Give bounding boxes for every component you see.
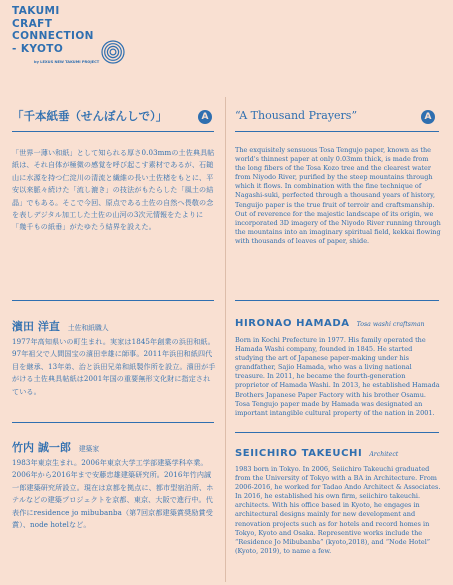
person1-name-en-text: HIRONAO HAMADA (235, 318, 350, 329)
rule (235, 300, 439, 301)
logo-line: - KYOTO (12, 42, 64, 55)
person1-role-jp: 土佐和紙職人 (67, 324, 109, 332)
work-description-jp: 「世界一薄い和紙」として知られる厚さ0.03mmの土佐典具帖紙は、それ自体が極微の感覚を呼び起こす素材であるが、石鎚山に水源を持つ仁淀川の清流と繊維の長い土佐楮をもとに、平安以来脈々続けた「流し漉き」の技法がもたらした「風土の結晶」でもある。そこで今回、原点である土佐の自然へ畏敬の念を表しデジタル加工した土佐の山河の3次元情報をたよりに「幾千もの紙垂」がたゆたう結界を設えた。 (12, 148, 215, 232)
person1-role-en: Tosa washi craftsman (356, 321, 425, 328)
work-title-jp: 「千本紙垂（せんぼんしで）」 (12, 109, 168, 123)
person2-name-en-text: SEIICHIRO TAKEUCHI (235, 448, 363, 459)
person1-bio-en: Born in Kochi Prefecture in 1977. His family operated the Hamada Washi company, founded in 1845. He started studying the art of Japanese paper-making under his grandfather, Sajio Hamada, who was a living national treasure. In 2011, he became the fourth-generation proprietor of Hamada Washi. In 2013, he established Hamada Brothers Japanese Paper Factory with his brother Osamu. Tosa Tengujo paper made by Hamada was designated an important intangible cultural property of the nation in 2001. (235, 336, 440, 417)
fingerprint-icon (101, 40, 125, 64)
logo-subtitle: by LEXUS NEW TAKUMI PROJECT (34, 60, 100, 64)
person2-bio-en: 1983 born in Tokyo. In 2006, Seiichiro Takeuchi graduated from the University of Tokyo with a BA in Architecture. From 2006-2016, he worked for Tadao Ando Architect & Associates. In 2016, he established his own firm, seiichiro takeuchi. architects. With his office based in Kyoto, he engages in architectural designs mainly for new development and renovation projects such as for hotels and record homes in Tokyo, Kyoto and Osaka. Representive works include the “Residence Jo Mibubanba” (kyoto,2018), and “Node Hotel” (Kyoto, 2019), to name a few. (235, 465, 441, 555)
work-title-en: “A Thousand Prayers” (235, 109, 358, 122)
person2-role-jp: 建築家 (78, 445, 100, 453)
person1-name-en (235, 318, 425, 329)
rule (12, 422, 214, 423)
badge-a-icon: A (421, 110, 435, 124)
rule (12, 131, 214, 132)
rule (235, 131, 439, 132)
person2-role-en: Architect (369, 451, 399, 458)
work-description-en: The exquisitely sensuous Tosa Tengujo paper, known as the world's thinnest paper at only 0.03mm thick, is made from the long fibers of the Tosa Kozo tree and the clearest water from Niyodo River, purified by the steep mountains through which it flows. In combination with the fine technique of Nagashi-suki, perfected through a thousand years of history, Tenguijo paper is the true fruit of terroir and craftsmanship. Out of reverence for the majestic landscape of its origin, we incorporated 3D imagery of the Niyodo River running through the mountains into an imaginary spiritual field, kekkai flowing with thousands of leaves of paper, shide. (235, 146, 441, 245)
rule (12, 300, 214, 301)
column-divider (225, 97, 226, 582)
person2-bio-jp: 1983年東京生まれ。2006年東京大学工学部建築学科卒業。2006年から2016年まで安藤忠雄建築研究所。2016年竹内誠一郎建築研究所設立。現在は京都を拠点に、都市型宿泊所、ホテルなどの建築プロジェクトを京都、東京、大阪で進行中。代表作にresidence jo mibubanba（第7回京都建築賞奨励賞受賞）、node hotelなど。 (12, 458, 214, 530)
logo-line: CONNECTION (12, 30, 94, 42)
person1-bio-jp: 1977年高知県いの町生まれ。実家は1845年創業の浜田和紙。97年祖父で人間国宝の濱田幸雄に師事。2011年浜田和紙四代目を継承、13年弟、治と浜田兄弟和紙製作所を設立。濱田が手がける土佐典具帖紙は2001年国の重要無形文化財に指定されている。 (12, 337, 216, 396)
logo-line: TAKUMI (12, 5, 60, 17)
rule (235, 432, 439, 433)
person2-name-jp (12, 439, 99, 455)
person1-name-jp (12, 318, 109, 334)
badge-a-icon: A (198, 110, 212, 124)
person2-name-jp-text: 竹内 誠一郎 (12, 441, 71, 454)
logo (12, 5, 94, 55)
person1-name-jp-text: 濱田 洋直 (12, 320, 60, 333)
person2-name-en (235, 448, 398, 459)
logo-line: CRAFT (12, 17, 53, 30)
